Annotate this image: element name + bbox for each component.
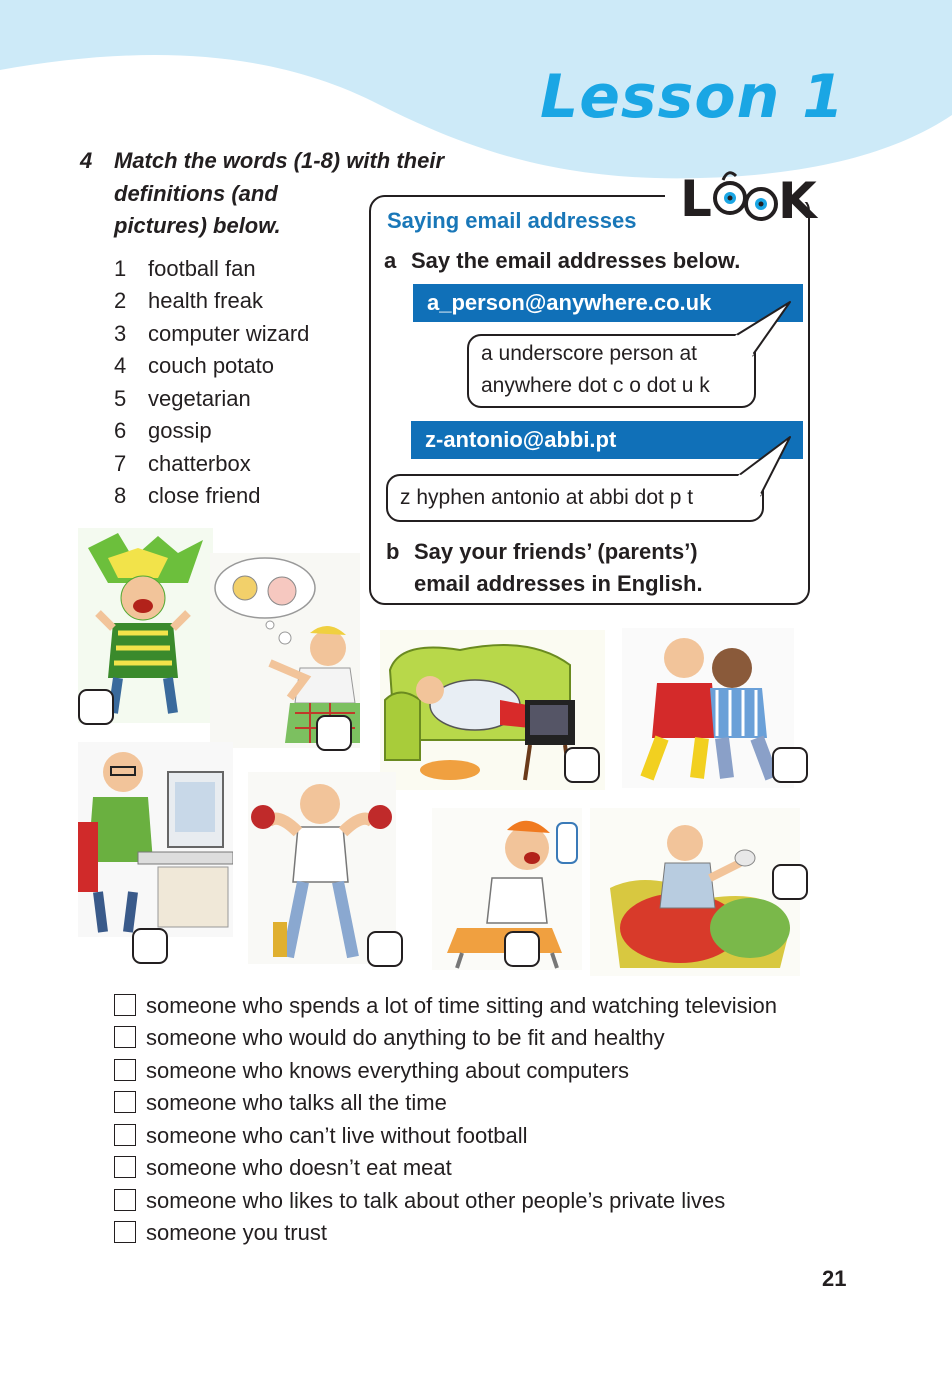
word-text: health freak [148,288,263,313]
word-item [114,451,251,477]
word-item [114,353,274,379]
definition-checkbox[interactable] [114,1124,136,1146]
spoken-line: anywhere dot c o dot u k [481,374,710,397]
word-item [114,386,251,412]
svg-text:L: L [680,170,712,228]
word-text: football fan [148,256,256,281]
word-item [114,256,256,282]
word-text: chatterbox [148,451,251,476]
picture-answer-box[interactable] [772,864,808,900]
word-text: couch potato [148,353,274,378]
close-friends-picture [622,628,794,788]
definition-text: someone who doesn’t eat meat [146,1155,452,1180]
page-number: 21 [822,1266,847,1291]
picture-answer-box[interactable] [564,747,600,783]
spoken-line: z hyphen antonio at abbi dot p t [400,486,694,509]
definition-checkbox[interactable] [114,994,136,1016]
picture-answer-box[interactable] [78,689,114,725]
definition-checkbox[interactable] [114,1091,136,1113]
definition-checkbox[interactable] [114,1189,136,1211]
word-text: close friend [148,483,261,508]
definition-row [114,991,777,1021]
word-item [114,321,309,347]
definition-text: someone who would do anything to be fit and healthy [146,1025,665,1050]
word-text: gossip [148,418,212,443]
definition-row [114,1088,447,1118]
lesson-title: Lesson 1 [540,62,845,132]
definition-text: someone who can’t live without football [146,1123,528,1148]
picture-answer-box[interactable] [132,928,168,964]
picture-answer-box[interactable] [367,931,403,967]
picture-answer-box[interactable] [772,747,808,783]
spoken-bubble [467,334,756,408]
task-instruction-line-2: definitions (and [114,181,278,206]
definition-row [114,1186,725,1216]
look-badge-icon [678,158,828,228]
definition-row [114,1121,528,1151]
definition-checkbox[interactable] [114,1221,136,1243]
word-number: 3 [114,321,127,346]
gossip-picture [590,808,800,976]
definition-checkbox[interactable] [114,1156,136,1178]
definition-row [114,1218,327,1248]
part-b-letter: b [386,539,400,564]
word-text: computer wizard [148,321,310,346]
part-b-line-1: Say your friends’ (parents’) [414,539,698,564]
computer-wizard-picture [78,742,233,937]
definition-row [114,1153,452,1183]
definition-text: someone who likes to talk about other people’s private lives [146,1188,726,1213]
word-number: 5 [114,386,127,411]
word-item [114,418,212,444]
picture-answer-box[interactable] [316,715,352,751]
word-number: 7 [114,451,127,476]
part-a-letter: a [384,248,397,273]
word-number: 6 [114,418,127,443]
look-heading: Saying email addresses [387,208,637,233]
definition-checkbox[interactable] [114,1059,136,1081]
email-address-bar: z-antonio@abbi.pt [411,421,803,459]
task-instruction-line-3: pictures) below. [114,213,281,238]
definition-text: someone you trust [146,1220,327,1245]
definition-text: someone who spends a lot of time sitting and watching television [146,993,778,1018]
part-a-text: Say the email addresses below. [411,248,741,273]
definition-row [114,1023,665,1053]
word-item [114,288,263,314]
email-address-bar: a_person@anywhere.co.uk [413,284,803,322]
word-text: vegetarian [148,386,251,411]
picture-answer-box[interactable] [504,931,540,967]
definition-checkbox[interactable] [114,1026,136,1048]
word-item [114,483,261,509]
word-number: 2 [114,288,127,313]
part-b-line-2: email addresses in English. [414,571,703,596]
spoken-bubble [386,474,764,522]
word-number: 4 [114,353,127,378]
svg-text:K: K [778,172,817,228]
definition-text: someone who knows everything about computers [146,1058,630,1083]
word-number: 1 [114,256,127,281]
spoken-line: a underscore person at [481,342,697,365]
definition-row [114,1056,629,1086]
definition-text: someone who talks all the time [146,1090,447,1115]
word-number: 8 [114,483,127,508]
task-instruction-line-1: Match the words (1-8) with their [114,148,445,173]
task-number: 4 [80,148,93,173]
